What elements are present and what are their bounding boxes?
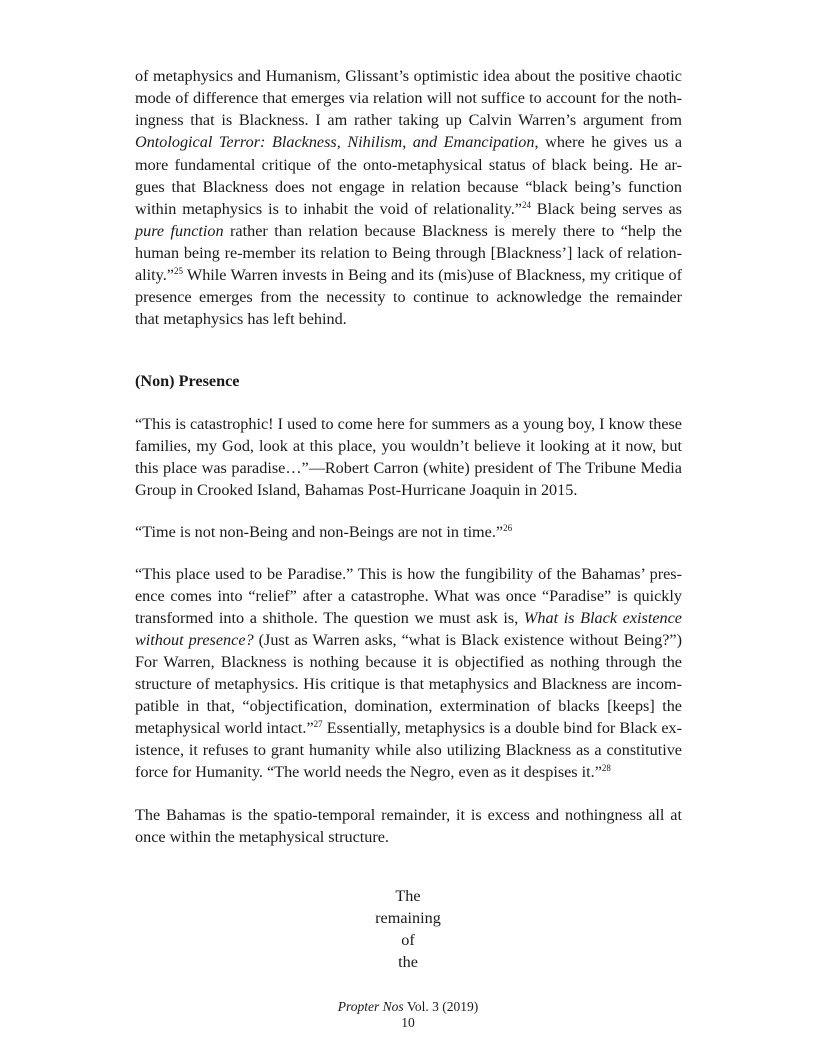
text-line: [135, 221, 682, 241]
text-line: Group in Crooked Island, Bahamas Post-Hurricane Joaquin in 2015.: [135, 481, 578, 499]
text-line: ence comes into “relief” after a catastrophe. What was once “Paradise” is quickly: [135, 587, 682, 605]
text-span: (Just as Warren asks, “what is Black existence without Being?”): [253, 631, 682, 649]
emphasis: What is Black existence: [523, 609, 682, 627]
book-title: Ontological Terror: Blackness, Nihilism, and Emancipation: [135, 133, 535, 151]
text-line: mode of difference that emerges via relation will not suffice to account for the noth-: [135, 89, 682, 107]
text-span: , where he gives us a: [534, 133, 682, 151]
text-span: rather than relation because Blackness is merely there to “help the: [223, 222, 682, 240]
footnote-ref[interactable]: 24: [521, 200, 531, 210]
journal-title: Propter Nos: [337, 999, 404, 1014]
poem-line: of: [401, 931, 415, 949]
text-line: [135, 718, 682, 738]
text-span: force for Humanity. “The world needs the Negro, even as it despises it.”: [135, 763, 602, 781]
text-span: metaphysical world intact.”: [135, 719, 314, 737]
poem-line: The: [395, 887, 421, 905]
page-number: 10: [401, 1015, 415, 1030]
poem-line: remaining: [375, 909, 441, 927]
text-line: structure of metaphysics. His critique is that metaphysics and Blackness are incom-: [135, 675, 682, 693]
text-line: that metaphysics has left behind.: [135, 310, 347, 328]
text-line: presence emerges from the necessity to continue to acknowledge the remainder: [135, 288, 682, 306]
text-line: [135, 630, 682, 650]
text-line: human being re-member its relation to Being through [Blackness’] lack of relation-: [135, 244, 682, 262]
text-span: Essentially, metaphysics is a double bind for Black ex-: [322, 719, 682, 737]
section-heading: (Non) Presence: [135, 372, 240, 390]
text-line: “This place used to be Paradise.” This is how the fungibility of the Bahamas’ pres-: [135, 565, 682, 583]
text-line: For Warren, Blackness is nothing because it is objectified as nothing through the: [135, 653, 682, 671]
text-line: “This is catastrophic! I used to come here for summers as a young boy, I know these: [135, 415, 682, 433]
poem-line: the: [398, 953, 418, 971]
text-span: transformed into a shithole. The question we must ask is,: [135, 609, 524, 627]
text-line: [135, 762, 682, 782]
text-line: The Bahamas is the spatio-temporal remainder, it is excess and nothingness all at: [135, 806, 682, 824]
text-line: [135, 608, 682, 628]
text-line: families, my God, look at this place, you wouldn’t believe it looking at it now, but: [135, 437, 682, 455]
footnote-ref[interactable]: 25: [173, 266, 183, 276]
text-line: once within the metaphysical structure.: [135, 828, 389, 846]
text-line: [135, 199, 682, 219]
text-span: “Time is not non-Being and non-Beings are not in time.”: [135, 523, 504, 541]
text-line: istence, it refuses to grant humanity while also utilizing Blackness as a constitutive: [135, 741, 682, 759]
epigraph-quote: [135, 522, 682, 542]
text-line: patible in that, “objectification, domination, extermination of blacks [keeps] the: [135, 697, 682, 715]
text-line: ingness that is Blackness. I am rather taking up Calvin Warren’s argument from: [135, 111, 682, 129]
text-line: gues that Blackness does not engage in relation because “black being’s function: [135, 178, 682, 196]
emphasis: pure function: [135, 222, 224, 240]
text-line: more fundamental critique of the onto-metaphysical status of black being. He ar-: [135, 156, 682, 174]
text-span: Black being serves as: [530, 200, 682, 218]
emphasis: without presence?: [135, 631, 254, 649]
text-line: [135, 132, 682, 152]
footnote-ref[interactable]: 26: [503, 523, 513, 533]
page-footer: [0, 999, 816, 1015]
text-line: of metaphysics and Humanism, Glissant’s optimistic idea about the positive chaotic: [135, 67, 682, 85]
journal-volume: Vol. 3 (2019): [403, 999, 479, 1014]
text-line: this place was paradise…”—Robert Carron (white) president of The Tribune Media: [135, 459, 682, 477]
text-span: While Warren invests in Being and its (mis)use of Blackness, my critique of: [182, 266, 682, 284]
text-line: [135, 265, 682, 285]
text-span: ality.”: [135, 266, 174, 284]
footnote-ref[interactable]: 28: [601, 763, 611, 773]
text-span: within metaphysics is to inhabit the void of relationality.”: [135, 200, 522, 218]
footnote-ref[interactable]: 27: [313, 719, 323, 729]
